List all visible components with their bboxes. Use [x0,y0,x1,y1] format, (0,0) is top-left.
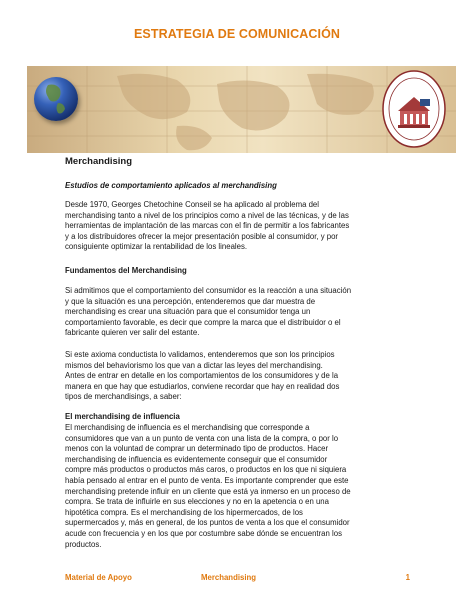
text-line: merchandising es crear una situación para que el consumidor tenga un [65,307,311,317]
text-line: supermercados y, más en general, de los puntos de venta a los que el consumidor [65,518,350,528]
text-line: fabricante quieren ver salir del estante. [65,328,200,338]
document-title: ESTRATEGIA DE COMUNICACIÓN [133,27,341,41]
text-line: menos con la voluntad de comprar un determinado tipo de productos. Hacer [65,444,329,454]
text-line: y que la situación es una percepción, entenderemos que dar muestra de [65,296,316,306]
paragraph-fundamentos [65,286,415,339]
text-line: productos. [65,539,102,549]
text-line: consiguiente optimizar la rentabilidad de los lineales. [65,242,248,252]
paragraph-intro [65,200,415,253]
institution-seal-icon [382,69,446,149]
text-line: El merchandising de influencia es el merchandising que corresponde a [65,423,310,432]
page-number: 1 [405,573,410,582]
text-line: hipotética compra. Es el merchandising de los hipermercados, de los [65,507,303,517]
globe-icon [34,77,78,121]
text-line: había pensado al entrar en el punto de venta. Es importante comprender que este [65,475,349,485]
text-line: consumidores que van a un punto de venta con una lista de la compra, o por lo [65,433,339,443]
text-line: Desde 1970, Georges Chetochine Conseil se ha aplicado al problema del [65,200,319,209]
text-line: merchandising pretende influir en un cliente que está ya inmerso en un proceso de [65,486,351,496]
text-line: Si admitimos que el comportamiento del consumidor es la reacción a una situación [65,286,352,295]
text-line: acude con frecuencia y en los que por costumbre sabe dónde se encuentran los [65,528,342,538]
paragraph-axioma [65,350,415,403]
text-line: y a los distribuidores ofrecer la mejor presentación posible al consumidor, y por [65,231,339,241]
section-subheading: Estudios de comportamiento aplicados al merchandising [65,181,277,190]
section-heading: Merchandising [65,156,133,167]
text-line: compra. Se trata de influirle en sus elecciones y no en la apetencia o en una [65,497,329,507]
text-line: mismos del behaviorismo los que van a dictar las leyes del merchandising. [65,360,323,370]
text-line: merchandising tanto a nivel de los principios como a nivel de las técnicas, y de las [65,210,349,220]
text-line: Si este axioma conductista lo validamos, entenderemos que son los principios [65,350,335,359]
text-line: comportamiento favorable, es decir que compre la marca que el distribuidor o el [65,317,341,327]
header-banner [27,66,456,153]
paragraph-influencia [65,423,415,550]
text-line: merchandising de influencia es evidentemente conseguir que el consumidor [65,454,328,464]
text-line: tipos de merchandisings, a saber: [65,392,182,402]
text-line: compre más productos o productos más caros, o productos en los que ni siquiera [65,465,347,475]
footer-left-label: Material de Apoyo [65,573,132,582]
text-line: manera en que hay que estudiarlos, conviene recordar que hay en realidad dos [65,381,340,391]
text-line: Antes de entrar en detalle en los comportamientos de los consumidores y de la [65,371,339,381]
text-line: herramientas de implantación de las marcas con el fin de permitir a los fabricantes [65,221,350,231]
heading-fundamentos: Fundamentos del Merchandising [65,266,187,275]
heading-influencia: El merchandising de influencia [65,412,180,421]
footer-center-label: Merchandising [201,573,257,582]
